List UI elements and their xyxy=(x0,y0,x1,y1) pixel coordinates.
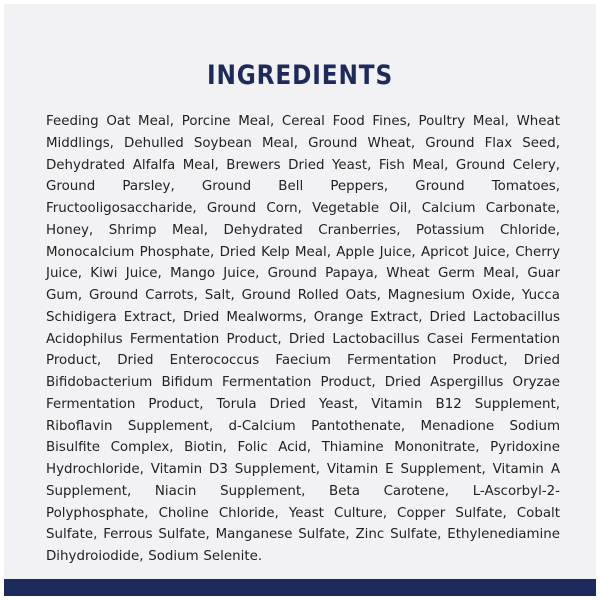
ingredients-list: Feeding Oat Meal, Porcine Meal, Cereal Food Fines, Poultry Meal, Wheat Middlings, Dehulled Soybean Meal, Ground Wheat, Ground Flax Seed, Dehydrated Alfalfa Meal, Brewers Dried Yeast, Fish Meal, Ground Celery, Ground Parsley, Ground Bell Peppers, Ground Tomatoes, Fructooligosaccharide, Ground Corn, Vegetable Oil, Calcium Carbonate, Honey, Shrimp Meal, Dehydrated Cranberries, Potassium Chloride, Monocalcium Phosphate, Dried Kelp Meal, Apple Juice, Apricot Juice, Cherry Juice, Kiwi Juice, Mango Juice, Ground Papaya, Wheat Germ Meal, Guar Gum, Ground Carrots, Salt, Ground Rolled Oats, Magnesium Oxide, Yucca Schidigera Extract, Dried Mealworms, Orange Extract, Dried Lactobacillus Acidophilus Fermentation Product, Dried Lactobacillus Casei Fermentation Product, Dried Enterococcus Faecium Fermentation Product, Dried Bifidobacterium Bifidum Fermentation Product, Dried Aspergillus Oryzae Fermentation Product, Torula Dried Yeast, Vitamin B12 Supplement, Riboflavin Supplement, d-Calcium Pantothenate, Menadione Sodium Bisulfite Complex, Biotin, Folic Acid, Thiamine Mononitrate, Pyridoxine Hydrochloride, Vitamin D3 Supplement, Vitamin E Supplement, Vitamin A Supplement, Niacin Supplement, Beta Carotene, L-Ascorbyl-2-Polyphosphate, Choline Chloride, Yeast Culture, Copper Sulfate, Cobalt Sulfate, Ferrous Sulfate, Manganese Sulfate, Zinc Sulfate, Ethylenediamine Dihydroiodide, Sodium Selenite. xyxy=(46,114,560,564)
ingredients-title: INGREDIENTS xyxy=(206,60,394,91)
ingredients-panel xyxy=(4,4,596,596)
bottom-accent-bar xyxy=(4,579,596,596)
